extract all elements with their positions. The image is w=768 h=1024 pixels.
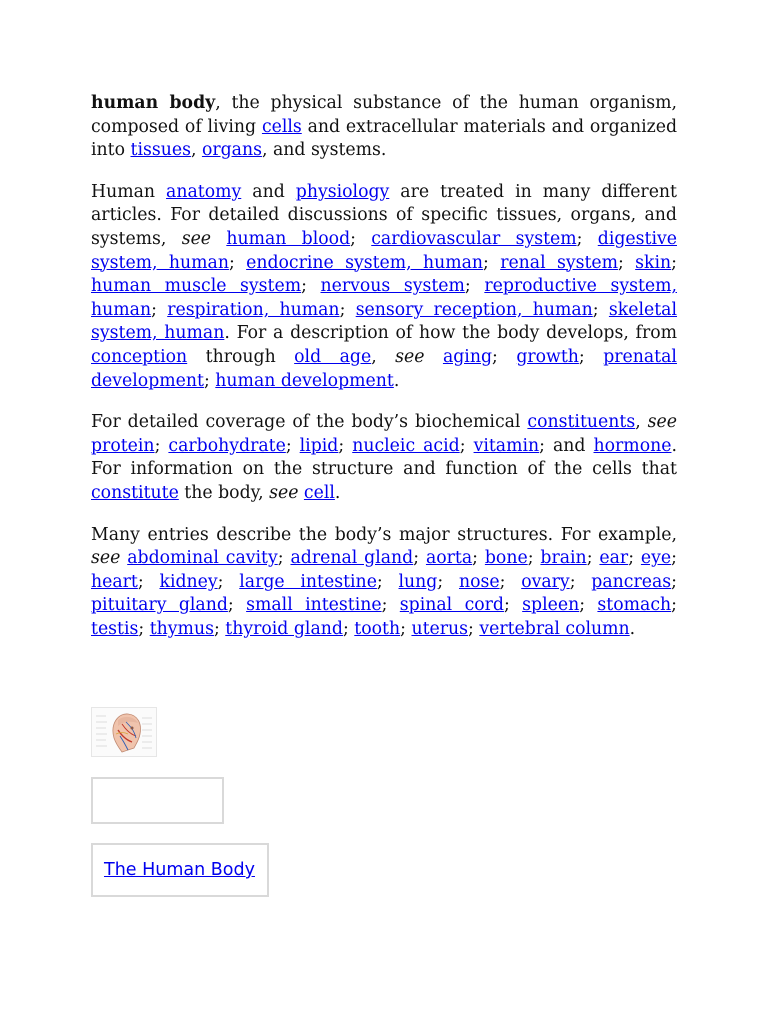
link-pituitary-gland[interactable]: pituitary gland: [91, 595, 228, 616]
link-vitamin[interactable]: vitamin: [473, 435, 540, 456]
link-bone[interactable]: bone: [484, 548, 528, 569]
link-small-intestine[interactable]: small intestine: [246, 595, 382, 616]
link-respiration[interactable]: respiration, human: [167, 299, 340, 320]
link-human-muscle-system[interactable]: human muscle system: [91, 276, 302, 297]
structures-paragraph: Many entries describe the body’s major structures. For example, see abdominal cavity; adrenal gland; aorta; bone; brain; ear; eye; heart; kidney; large intestine; lung; nose; ovary; pancreas; pituitary gland; small intestine; spinal cord; spleen; stomach; testis; thymus; thyroid gland; tooth; uterus; vertebral column.: [91, 524, 677, 639]
link-constituents[interactable]: constituents: [527, 412, 636, 433]
link-endocrine-system[interactable]: endocrine system, human: [246, 252, 484, 273]
link-prenatal-development[interactable]: prenatal development: [91, 346, 677, 391]
link-ear[interactable]: ear: [599, 548, 629, 569]
link-ovary[interactable]: ovary: [521, 571, 570, 592]
link-kidney[interactable]: kidney: [159, 571, 218, 592]
link-eye[interactable]: eye: [640, 548, 672, 569]
link-nervous-system[interactable]: nervous system: [320, 276, 465, 297]
link-human-blood[interactable]: human blood: [226, 228, 351, 249]
article-body: [91, 92, 677, 641]
link-growth[interactable]: growth: [516, 346, 579, 367]
link-aorta[interactable]: aorta: [425, 548, 473, 569]
intro-paragraph: human body, the physical substance of the human organism, composed of living cells and extracellular materials and organized into tissues, organs, and systems.: [91, 93, 678, 161]
link-protein[interactable]: protein: [91, 435, 155, 456]
link-skeletal-system[interactable]: skeletal system, human: [91, 299, 678, 344]
link-constitute[interactable]: constitute: [91, 482, 179, 503]
link-brain[interactable]: brain: [540, 548, 587, 569]
link-cells[interactable]: cells: [261, 116, 302, 137]
link-stomach[interactable]: stomach: [597, 595, 672, 616]
link-cardiovascular-system[interactable]: cardiovascular system: [371, 228, 577, 249]
link-nucleic-acid[interactable]: nucleic acid: [352, 435, 460, 456]
link-thyroid-gland[interactable]: thyroid gland: [225, 618, 343, 639]
anatomy-thumbnail[interactable]: [91, 707, 157, 757]
biochem-paragraph: For detailed coverage of the body’s biochemical constituents, see protein; carbohydrate; lipid; nucleic acid; vitamin; and hormone. For information on the structure and function of the cells that constitute the body, see cell.: [91, 412, 677, 503]
link-tissues[interactable]: tissues: [130, 140, 191, 161]
link-adrenal-gland[interactable]: adrenal gland: [290, 548, 414, 569]
link-skin[interactable]: skin: [635, 252, 672, 273]
link-pancreas[interactable]: pancreas: [591, 571, 672, 592]
link-large-intestine[interactable]: large intestine: [239, 571, 377, 592]
link-digestive-system[interactable]: digestive system, human: [91, 228, 677, 273]
media-caption-box: [91, 843, 269, 897]
link-physiology[interactable]: physiology: [295, 181, 390, 202]
link-the-human-body[interactable]: The Human Body: [104, 860, 255, 880]
link-sensory-reception[interactable]: sensory reception, human: [355, 299, 593, 320]
link-aging[interactable]: aging: [442, 346, 493, 367]
link-organs[interactable]: organs: [201, 140, 262, 161]
link-conception[interactable]: conception: [91, 346, 188, 367]
link-hormone[interactable]: hormone: [593, 435, 672, 456]
link-old-age[interactable]: old age: [294, 346, 372, 367]
link-spinal-cord[interactable]: spinal cord: [399, 595, 504, 616]
link-lipid[interactable]: lipid: [299, 435, 339, 456]
term-heading: human body: [91, 93, 216, 113]
link-uterus[interactable]: uterus: [411, 618, 468, 639]
link-anatomy[interactable]: anatomy: [166, 181, 242, 202]
link-tooth[interactable]: tooth: [354, 618, 401, 639]
empty-media-placeholder: [91, 777, 224, 824]
link-human-development[interactable]: human development: [215, 370, 394, 391]
link-testis[interactable]: testis: [91, 618, 139, 639]
link-renal-system[interactable]: renal system: [500, 252, 619, 273]
link-nose[interactable]: nose: [458, 571, 500, 592]
link-thymus[interactable]: thymus: [149, 618, 214, 639]
anatomy-paragraph: Human anatomy and physiology are treated in many different articles. For detailed discussions of specific tissues, organs, and systems, see human blood; cardiovascular system; digestive system, human; endocrine system, human; renal system; skin; human muscle system; nervous system; reproductive system, human; respiration, human; sensory reception, human; skeletal system, human. For a description of how the body develops, from conception through old age, see aging; growth; prenatal development; human development.: [91, 181, 678, 391]
link-heart[interactable]: heart: [91, 571, 138, 592]
link-cell[interactable]: cell: [303, 482, 335, 503]
link-vertebral-column[interactable]: vertebral column: [479, 618, 630, 639]
link-lung[interactable]: lung: [398, 571, 438, 592]
link-spleen[interactable]: spleen: [522, 595, 580, 616]
link-reproductive-system[interactable]: reproductive system, human: [91, 276, 677, 320]
anatomy-head-illustration-icon: [92, 708, 156, 756]
link-carbohydrate[interactable]: carbohydrate: [168, 435, 286, 456]
link-abdominal-cavity[interactable]: abdominal cavity: [127, 548, 278, 569]
